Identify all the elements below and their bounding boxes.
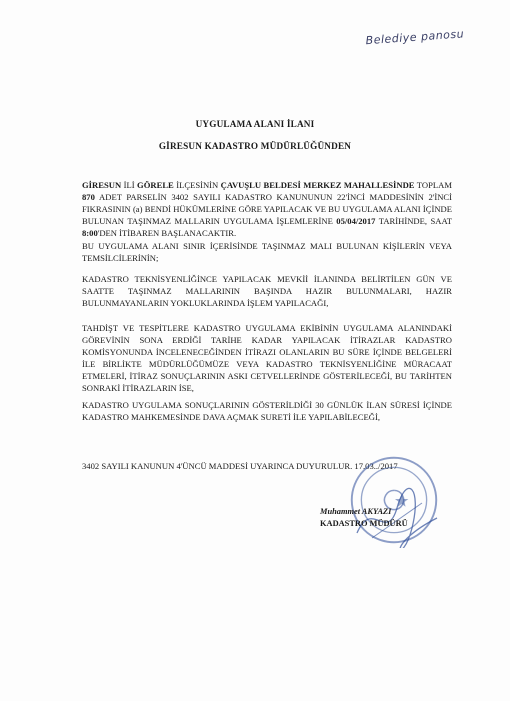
text-run: TARİHİNDE, SAAT xyxy=(375,216,452,226)
handwritten-note-text: Belediye panosu xyxy=(365,27,465,48)
start-time: 8:00 xyxy=(82,228,98,238)
text-run: 'DEN İTİBAREN BAŞLANACAKTIR. xyxy=(97,228,237,238)
signer-name: Muhammet AKYAZI xyxy=(320,507,392,516)
issuing-office: GİRESUN KADASTRO MÜDÜRLÜĞÜNDEN xyxy=(158,141,352,151)
text-run: TOPLAM xyxy=(414,180,452,190)
paragraph-2: BU UYGULAMA ALANI SINIR İÇERİSİNDE TAŞINMAZ MALI BULUNAN KİŞİLERİN VEYA TEMSİLCİLERİNİN; xyxy=(82,241,452,263)
paragraph-5: KADASTRO UYGULAMA SONUÇLARININ GÖSTERİLDİĞİ 30 GÜNLÜK İLAN SÜRESİ İÇİNDE KADASTRO MAHKEMESİNDE DAVA AÇMAK SURETİ İLE YAPILABİLECEĞİ, xyxy=(82,400,452,422)
parcel-count: 870 xyxy=(82,192,95,202)
text-run: ADET PARSELİN 3402 SAYILI KADASTRO KANUNUNUN 22'İNCİ MADDESİNİN 2'İNCİ FIKRASININ (a) BENDİ HÜKÜMLERİNE GÖRE YAPILACAK VE BU UYGULAMA ALANI İÇİNDE BULUNAN TAŞINMAZ MALLARIN UYGULAMA İŞLEMLERİNE xyxy=(82,192,452,226)
paragraph-6: 3402 SAYILI KANUNUN 4'ÜNCÜ MADDESİ UYARINCA DUYURULUR. 17.03../2017 xyxy=(82,461,398,471)
start-date: 05/04/2017 xyxy=(336,216,376,226)
paragraph-1 xyxy=(82,179,452,239)
district-name: GÖRELE xyxy=(137,180,174,190)
city-name: GİRESUN xyxy=(82,180,122,190)
paragraph-4: TAHDİŞT VE TESPİTLERE KADASTRO UYGULAMA EKİBİNİN UYGULAMA ALANINDAKİ GÖREVİNİN SONA ERDİĞİ TARİHE KADAR YAPILACAK İTİRAZLAR KADASTRO KOMİSYONUNDA İNCELENECEĞİNDEN İTİRAZI OLANLARIN BU SÜRE İÇİNDE BELGELERİ İLE BİRLİKTE MÜDÜRLÜĞÜMÜZE VEYA KADASTRO TEKNİSYENLİĞİNE MÜRACAAT ETMELERİ, İTİRAZ SONUÇLARININ ASKI CETVELLERİNDE GÖSTERİLECEĞİ, BU TARİHTEN SONRAKİ İTİRAZLARIN İSE, xyxy=(82,323,452,393)
announcement-title: UYGULAMA ALANI İLANI xyxy=(195,119,315,129)
paragraph-3: KADASTRO TEKNİSYENLİĞİNCE YAPILACAK MEVKİİ İLANINDA BELİRTİLEN GÜN VE SAATTE TAŞINMAZ MALLARININ BAŞINDA HAZIR BULUNMALARI, HAZIR BULUNMAYANLARIN YOKLUKLARINDA İŞLEM YAPILACAĞI, xyxy=(82,274,452,308)
locality-name: ÇAVUŞLU BELDESİ MERKEZ MAHALLESİNDE xyxy=(220,180,415,190)
text-run: İLİ xyxy=(121,180,138,190)
signer-title: KADASTRO MÜDÜRÜ xyxy=(320,519,408,528)
handwritten-note xyxy=(365,26,487,60)
signature-block xyxy=(320,506,408,530)
text-run: İLÇESİNİN xyxy=(173,180,221,190)
